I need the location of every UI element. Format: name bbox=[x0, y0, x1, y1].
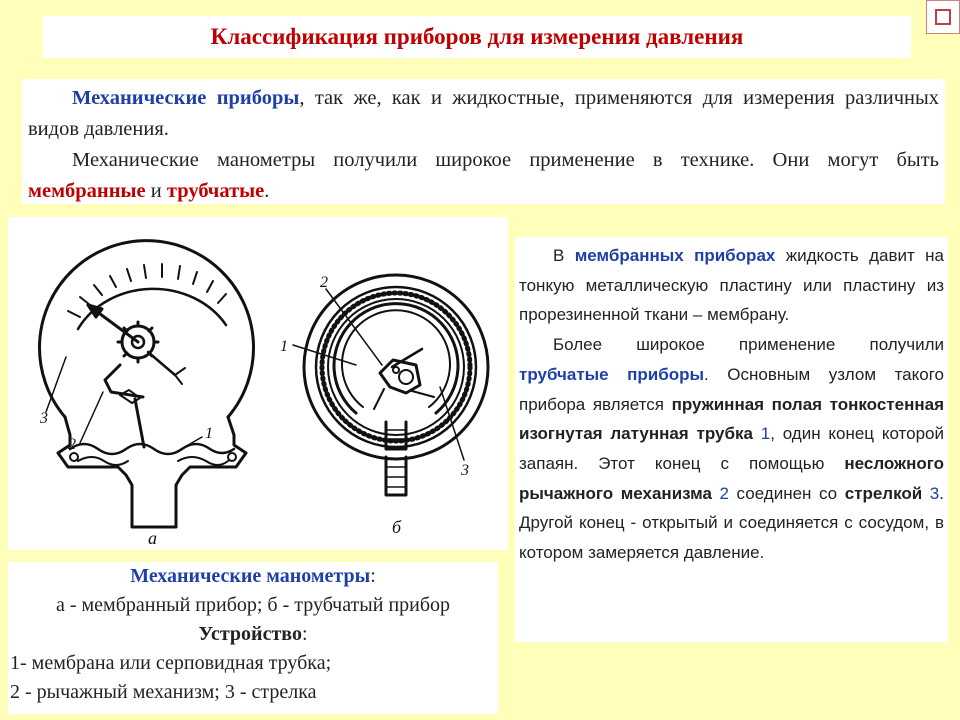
term-lever-mechanism: несложного рычажного механизма bbox=[519, 453, 944, 503]
ref-number-3: 3 bbox=[929, 483, 940, 503]
intro-text-box bbox=[22, 79, 945, 204]
tubular-label-1: 1 bbox=[280, 338, 288, 355]
description-paragraph-2: Более широкое применение получили трубчатые приборы. Основным узлом такого прибора является пружинная полая тонкостенная изогнутая латунная трубка 1, один конец которой запаян. Этот конец с помощью несложного рычажного механизма 2 соединен со стрелкой 3. Другой конец - открытый и соединяется с сосудом, в котором замеряется давление. bbox=[519, 335, 944, 563]
manometer-drawing bbox=[8, 217, 508, 550]
membrane-gauge-a bbox=[39, 241, 253, 527]
ref-number-1: 1 bbox=[760, 424, 771, 444]
corner-window-button[interactable] bbox=[926, 0, 960, 34]
membrane-label-2: 2 bbox=[68, 436, 76, 453]
membrane-label-1: 1 bbox=[205, 425, 213, 442]
membrane-gauge-membrane bbox=[70, 444, 234, 454]
tubular-label-2: 2 bbox=[320, 274, 328, 291]
membrane-gauge-rod bbox=[135, 399, 144, 447]
tubular-gauge-b bbox=[293, 275, 488, 495]
term-spring-tube: пружинная полая тонкостенная изогнутая латунная трубка bbox=[519, 394, 944, 444]
caption-line-membrane: 1- мембрана или серповидная трубка; bbox=[10, 652, 332, 674]
membrane-gauge-housing bbox=[58, 417, 246, 527]
caption-line-lever: 2 - рычажный механизм; 3 - стрелка bbox=[10, 681, 317, 703]
term-membrane-devices: мембранных приборах bbox=[574, 246, 776, 265]
tubular-gauge-fitting bbox=[386, 457, 406, 495]
caption-heading-line: Механические манометры: bbox=[130, 565, 376, 587]
term-pointer: стрелкой bbox=[844, 483, 923, 503]
caption-heading: Механические манометры bbox=[130, 565, 371, 587]
tubular-label-3: 3 bbox=[461, 462, 469, 479]
term-mechanical-devices: Механические приборы bbox=[72, 87, 300, 109]
description-paragraph-1: В мембранных приборах жидкость давит на тонкую металлическую пластину или пластину из прорезиненной ткани – мембрану. bbox=[519, 246, 944, 325]
caption-device-line: Устройство: bbox=[198, 623, 308, 645]
figure-caption-box bbox=[8, 562, 498, 714]
figure-label-b: б bbox=[392, 517, 402, 537]
intro-paragraph-1: Механические приборы, так же, как и жидкостные, применяются для измерения различных видов давления. bbox=[28, 87, 939, 140]
term-tubular-devices: трубчатые приборы bbox=[519, 364, 705, 384]
membrane-label-3: 3 bbox=[40, 410, 48, 427]
intro-paragraph-2: Механические манометры получили широкое применение в технике. Они могут быть мембранные и трубчатые. bbox=[28, 149, 939, 202]
page-title: Классификация приборов для измерения давления bbox=[210, 24, 744, 49]
square-icon bbox=[935, 9, 951, 25]
title-banner bbox=[43, 16, 911, 58]
manometer-figure bbox=[8, 217, 508, 550]
term-membrane: мембранные bbox=[28, 180, 146, 202]
figure-label-a: а bbox=[148, 528, 157, 548]
caption-device-heading: Устройство bbox=[198, 623, 302, 645]
description-text-box bbox=[515, 237, 948, 642]
term-tubular: трубчатые bbox=[166, 180, 265, 202]
ref-number-2: 2 bbox=[719, 483, 730, 503]
caption-line-types: а - мембранный прибор; б - трубчатый прибор bbox=[55, 594, 451, 616]
